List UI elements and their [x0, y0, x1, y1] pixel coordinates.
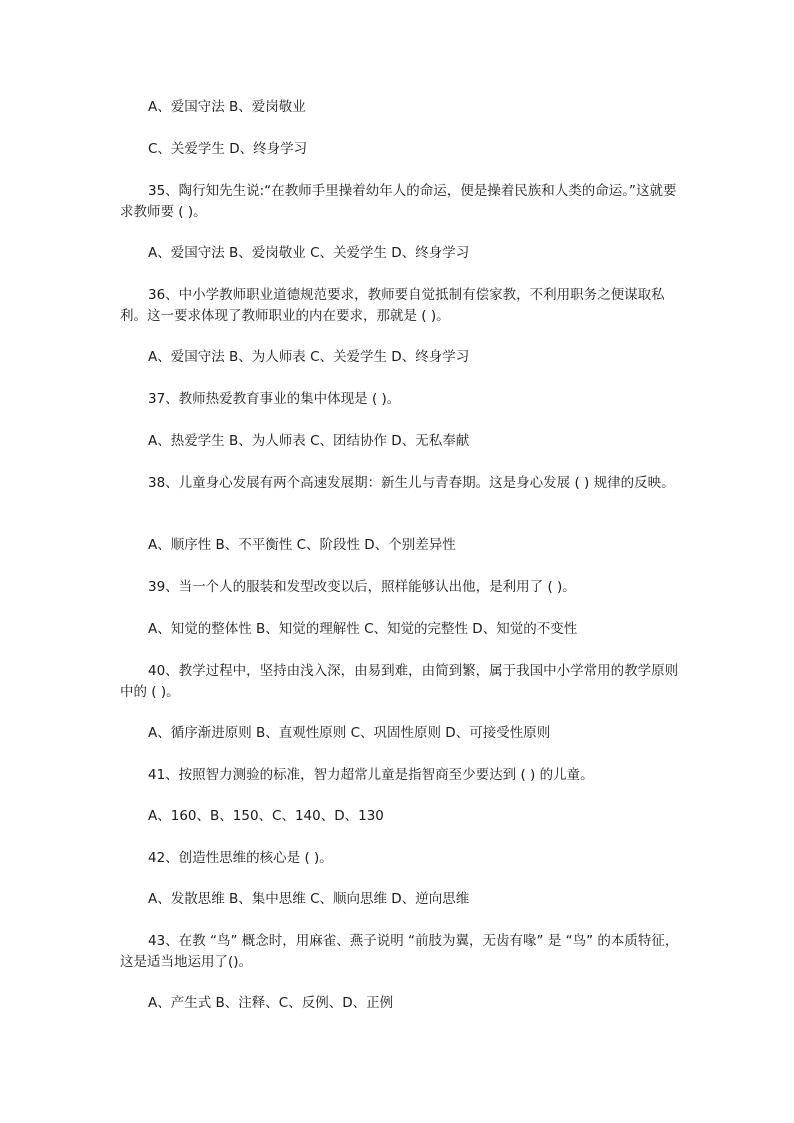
answer-options-42: A、发散思维 B、集中思维 C、顺向思维 D、逆向思维: [148, 891, 470, 907]
answer-options-40: A、循序渐进原则 B、直观性原则 C、巩固性原则 D、可接受性原则: [148, 725, 551, 741]
question-37: 37、教师热爱教育事业的集中体现是 ( )。: [148, 391, 401, 407]
question-42: 42、创造性思维的核心是 ( )。: [148, 850, 333, 866]
answer-options-36: A、爱国守法 B、为人师表 C、关爱学生 D、终身学习: [148, 349, 470, 365]
answer-options-34: A、爱国守法 B、爱岗敬业: [148, 99, 306, 115]
answer-options-41: A、160、B、150、C、140、D、130: [148, 808, 384, 824]
answer-options-34b: C、关爱学生 D、终身学习: [148, 141, 308, 157]
question-41: 41、按照智力测验的标准，智力超常儿童是指智商至少要达到 ( ) 的儿童。: [148, 767, 594, 783]
question-36: 36、中小学教师职业道德规范要求，教师要自觉抵制有偿家教，不利用职务之便谋取私利。这一要求体现了教师职业的内在要求，那就是 ( )。: [120, 287, 665, 324]
answer-options-35: A、爱国守法 B、爱岗敬业 C、关爱学生 D、终身学习: [148, 245, 470, 261]
question-43: 43、在教 “鸟” 概念时，用麻雀、燕子说明 “前肢为翼，无齿有喙” 是 “鸟” 的本质特征，这是适当地运用了()。: [120, 933, 679, 970]
question-39: 39、当一个人的服装和发型改变以后，照样能够认出他，是利用了 ( )。: [148, 579, 576, 595]
answer-options-38: A、顺序性 B、不平衡性 C、阶段性 D、个别差异性: [148, 537, 456, 553]
question-38: 38、儿童身心发展有两个高速发展期：新生儿与青春期。这是身心发展 ( ) 规律的反映。: [148, 475, 675, 491]
question-35: 35、陶行知先生说:“在教师手里操着幼年人的命运，便是操着民族和人类的命运。”这就要求教师要 ( )。: [120, 183, 677, 220]
answer-options-37: A、热爱学生 B、为人师表 C、团结协作 D、无私奉献: [148, 433, 470, 449]
answer-options-39: A、知觉的整体性 B、知觉的理解性 C、知觉的完整性 D、知觉的不变性: [148, 621, 578, 637]
answer-options-43: A、产生式 B、注释、C、反例、D、正例: [148, 995, 394, 1011]
question-40: 40、教学过程中，坚持由浅入深，由易到难，由简到繁，属于我国中小学常用的教学原则中的 ( )。: [120, 663, 679, 700]
